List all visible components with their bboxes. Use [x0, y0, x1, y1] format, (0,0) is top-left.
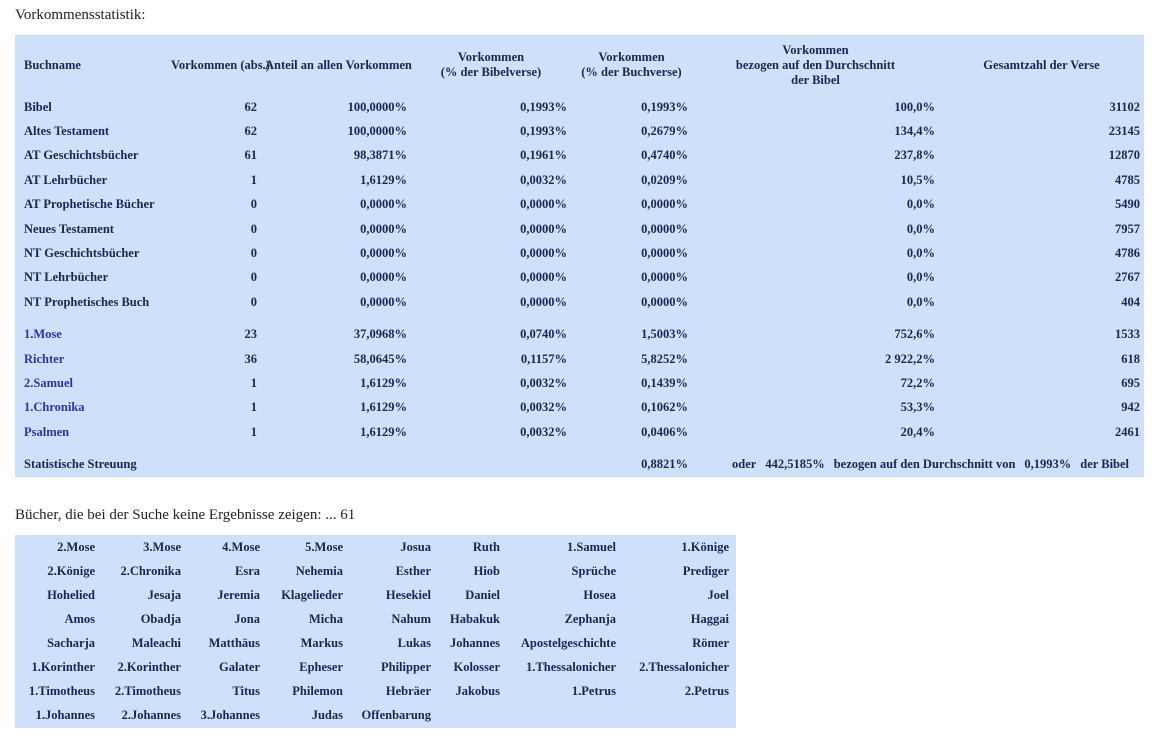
book-link[interactable]: Richter [24, 351, 65, 366]
cell-abs: 1 [250, 400, 257, 415]
book-grid-row [15, 656, 736, 680]
book-row [15, 420, 1144, 444]
col-header-gesamtzahl: Gesamtzahl der Verse [983, 57, 1100, 72]
cell-buch: 1,5003% [641, 327, 688, 342]
book-grid-row [15, 607, 736, 631]
no-result-book: Hosea [583, 587, 616, 602]
cell-durch: 0,0% [906, 221, 935, 236]
no-result-book: Jesaja [147, 587, 181, 602]
cell-bibel: 0,0032% [520, 400, 567, 415]
cell-abs: 1 [250, 375, 257, 390]
book-name-cell[interactable] [15, 347, 167, 371]
no-result-book: 1.Timotheus [28, 684, 95, 699]
cell-buch: 0,1993% [641, 99, 688, 114]
book-grid-row [15, 583, 736, 607]
book-row [15, 347, 1144, 371]
cell-buch: 0,0209% [641, 172, 688, 187]
cell-verse: 695 [1121, 375, 1140, 390]
no-result-book: 1.Petrus [571, 684, 616, 699]
cell-durch: 72,2% [900, 375, 935, 390]
no-result-book: Hebräer [385, 684, 431, 699]
cell-buch: 0,1062% [641, 400, 688, 415]
cell-durch: 10,5% [900, 172, 935, 187]
cell-durch: 237,8% [894, 148, 935, 163]
cell-durch: 0,0% [906, 197, 935, 212]
cell-verse: 23145 [1108, 124, 1140, 139]
no-results-heading: Bücher, die bei der Suche keine Ergebnisse zeigen: ... 61 [15, 507, 356, 523]
streuung-details [692, 453, 1144, 478]
cell-anteil: 98,3871% [353, 148, 407, 163]
book-grid-row [15, 632, 736, 656]
cell-verse: 2767 [1115, 270, 1140, 285]
col-header-durchschnitt-l3: der Bibel [791, 72, 840, 87]
cell-abs: 36 [244, 351, 257, 366]
stats-header-row [15, 35, 1144, 95]
cell-bibel: 0,0000% [520, 221, 567, 236]
book-link[interactable]: 1.Mose [24, 327, 62, 342]
col-header-durchschnitt-l2: bezogen auf den Durchschnitt [735, 57, 896, 72]
no-result-book: Hiob [473, 563, 500, 578]
col-header-vorkommen-abs: Vorkommen (abs.) [171, 57, 270, 72]
cell-anteil: 1,6129% [360, 375, 407, 390]
no-result-book: Jeremia [217, 587, 260, 602]
group-name-cell: Bibel [24, 99, 52, 114]
cell-durch: 752,6% [894, 327, 935, 342]
group-row [15, 217, 1144, 241]
streuung-bezogen: bezogen auf den Durchschnitt von [833, 457, 1016, 472]
book-name-cell[interactable] [15, 323, 167, 347]
no-result-book: Zephanja [564, 611, 616, 626]
stats-heading: Vorkommensstatistik: [15, 7, 146, 23]
cell-durch: 134,4% [894, 124, 935, 139]
book-name-cell[interactable] [15, 396, 167, 420]
streuung-oder: oder [732, 457, 757, 472]
cell-buch: 0,0000% [641, 245, 688, 260]
book-grid-row [15, 680, 736, 704]
cell-anteil: 0,0000% [360, 270, 407, 285]
cell-anteil: 0,0000% [360, 245, 407, 260]
no-result-book: Ruth [472, 539, 500, 554]
cell-bibel: 0,0032% [520, 375, 567, 390]
group-row [15, 168, 1144, 192]
no-result-book: Offenbarung [361, 708, 431, 723]
no-result-book [438, 704, 507, 728]
no-result-book: Lukas [397, 636, 431, 651]
no-result-book: Haggai [690, 611, 729, 626]
no-result-book: Josua [400, 539, 431, 554]
cell-durch: 0,0% [906, 270, 935, 285]
no-result-book: 1.Könige [681, 539, 729, 554]
group-row [15, 290, 1144, 314]
cell-buch: 5,8252% [641, 351, 688, 366]
no-result-book: 1.Samuel [567, 539, 616, 554]
cell-bibel: 0,0740% [520, 327, 567, 342]
no-result-book: Esra [235, 563, 260, 578]
book-row [15, 323, 1144, 347]
no-result-book: 2.Korinther [117, 660, 181, 675]
no-result-book: 3.Johannes [200, 708, 260, 723]
cell-durch: 0,0% [906, 294, 935, 309]
col-header-bibelverse [411, 35, 571, 95]
no-result-book: Hohelied [47, 587, 95, 602]
no-result-book: 4.Mose [222, 539, 260, 554]
no-result-book: 2.Chronika [120, 563, 181, 578]
cell-bibel: 0,1961% [520, 148, 567, 163]
cell-durch: 100,0% [894, 99, 935, 114]
no-result-book: Klagelieder [281, 587, 343, 602]
group-row [15, 266, 1144, 290]
cell-bibel: 0,0000% [520, 197, 567, 212]
cell-anteil: 0,0000% [360, 294, 407, 309]
col-header-buchverse [571, 35, 692, 95]
col-header-buchverse-l1: Vorkommen [598, 50, 665, 64]
book-row [15, 396, 1144, 420]
cell-abs: 0 [250, 245, 257, 260]
no-result-book: Markus [300, 636, 343, 651]
col-header-durchschnitt-l1: Vorkommen [782, 42, 849, 57]
cell-buch: 0,4740% [641, 148, 688, 163]
cell-buch: 0,0406% [641, 424, 688, 439]
cell-bibel: 0,1993% [520, 124, 567, 139]
col-header-durchschnitt [692, 35, 939, 95]
group-name-cell: Neues Testament [24, 221, 114, 236]
no-result-book: Hesekiel [385, 587, 431, 602]
no-result-book: Esther [395, 563, 431, 578]
cell-verse: 4785 [1115, 172, 1140, 187]
no-result-book: Joel [707, 587, 729, 602]
no-result-book: Kolosser [453, 660, 500, 675]
cell-durch: 2 922,2% [885, 351, 935, 366]
cell-verse: 12870 [1108, 148, 1140, 163]
book-link[interactable]: 2.Samuel [24, 375, 73, 390]
group-name-cell: NT Geschichtsbücher [24, 245, 140, 260]
stats-body [15, 95, 1144, 477]
no-result-book: Judas [311, 708, 343, 723]
spacer-row [15, 444, 1144, 452]
col-header-anteil: Anteil an allen Vorkommen [265, 57, 412, 72]
no-result-book: Amos [64, 611, 95, 626]
book-name-cell[interactable] [15, 371, 167, 395]
no-result-book: Philemon [292, 684, 343, 699]
cell-buch: 0,0000% [641, 270, 688, 285]
cell-bibel: 0,1157% [520, 351, 567, 366]
group-name-cell: Altes Testament [24, 124, 110, 139]
no-result-book: Jona [234, 611, 260, 626]
no-result-book: Nahum [391, 611, 431, 626]
cell-abs: 62 [244, 99, 257, 114]
col-header-buchname: Buchname [24, 57, 81, 72]
cell-buch: 0,0000% [641, 197, 688, 212]
group-row [15, 241, 1144, 265]
cell-verse: 5490 [1115, 197, 1140, 212]
cell-buch: 0,0000% [641, 294, 688, 309]
cell-verse: 1533 [1115, 327, 1140, 342]
cell-durch: 0,0% [906, 245, 935, 260]
no-result-book: Daniel [465, 587, 500, 602]
cell-verse: 942 [1121, 400, 1140, 415]
group-name-cell: NT Prophetisches Buch [24, 294, 150, 309]
cell-anteil: 100,0000% [347, 124, 407, 139]
group-name-cell: NT Lehrbücher [24, 270, 109, 285]
col-header-bibelverse-l1: Vorkommen [457, 50, 525, 64]
cell-abs: 61 [244, 148, 257, 163]
no-result-book: 3.Mose [143, 539, 181, 554]
no-result-book: Habakuk [449, 611, 500, 626]
no-result-book: Epheser [299, 660, 343, 675]
no-result-book: Nehemia [295, 563, 343, 578]
cell-anteil: 0,0000% [360, 221, 407, 236]
cell-bibel: 0,1993% [520, 99, 567, 114]
no-result-books-table [15, 535, 736, 728]
cell-verse: 7957 [1115, 221, 1140, 236]
no-result-book: Maleachi [131, 636, 181, 651]
cell-anteil: 37,0968% [353, 327, 407, 342]
cell-bibel: 0,0000% [520, 294, 567, 309]
cell-abs: 62 [244, 124, 257, 139]
group-row [15, 119, 1144, 143]
no-result-book: 5.Mose [305, 539, 343, 554]
cell-abs: 1 [250, 424, 257, 439]
book-grid-row [15, 535, 736, 559]
cell-abs: 0 [250, 270, 257, 285]
cell-anteil: 0,0000% [360, 197, 407, 212]
no-result-book: Philipper [380, 660, 431, 675]
streuung-der-bibel: der Bibel [1080, 457, 1130, 472]
spacer-cell [15, 314, 1144, 322]
no-result-book: 1.Korinther [31, 660, 95, 675]
cell-abs: 0 [250, 294, 257, 309]
no-result-book: 1.Johannes [35, 708, 95, 723]
no-result-book: Johannes [449, 636, 500, 651]
no-result-book: Titus [232, 684, 260, 699]
cell-verse: 404 [1121, 294, 1140, 309]
book-link[interactable]: Psalmen [24, 424, 70, 439]
no-result-book: 2.Thessalonicher [639, 660, 729, 675]
no-result-book: Sprüche [571, 563, 616, 578]
no-result-books-body [15, 535, 736, 728]
cell-verse: 4786 [1115, 245, 1140, 260]
streuung-row [15, 453, 1144, 478]
book-grid-row [15, 559, 736, 583]
no-result-book: Matthäus [208, 636, 260, 651]
cell-bibel: 0,0000% [520, 270, 567, 285]
no-result-book: Apostelgeschichte [520, 636, 616, 651]
book-name-cell[interactable] [15, 420, 167, 444]
cell-anteil: 100,0000% [347, 99, 407, 114]
streuung-avg: 0,1993% [1024, 457, 1072, 472]
cell-anteil: 1,6129% [360, 424, 407, 439]
cell-bibel: 0,0032% [520, 424, 567, 439]
book-grid-row [15, 704, 736, 728]
no-result-book: Obadja [140, 611, 181, 626]
no-result-book: 2.Timotheus [114, 684, 181, 699]
streuung-value: 0,8821% [641, 457, 688, 472]
cell-durch: 53,3% [900, 400, 935, 415]
no-result-book: Galater [219, 660, 260, 675]
cell-verse: 618 [1121, 351, 1140, 366]
no-result-book: Micha [308, 611, 343, 626]
no-result-book: Sacharja [47, 636, 95, 651]
spacer-row [15, 314, 1144, 322]
no-result-book [623, 704, 736, 728]
cell-bibel: 0,0032% [520, 172, 567, 187]
col-header-buchverse-l2: (% der Buchverse) [581, 65, 682, 79]
col-header-bibelverse-l2: (% der Bibelverse) [440, 65, 542, 79]
no-result-book: Römer [692, 636, 729, 651]
book-row [15, 371, 1144, 395]
group-name-cell: AT Prophetische Bücher [24, 197, 155, 212]
cell-durch: 20,4% [900, 424, 935, 439]
cell-anteil: 1,6129% [360, 172, 407, 187]
cell-buch: 0,2679% [641, 124, 688, 139]
group-name-cell: AT Lehrbücher [24, 172, 108, 187]
cell-abs: 0 [250, 197, 257, 212]
group-row [15, 144, 1144, 168]
occurrence-statistics-table [15, 35, 1144, 477]
no-result-book [507, 704, 623, 728]
cell-verse: 2461 [1115, 424, 1140, 439]
cell-abs: 23 [244, 327, 257, 342]
no-result-book: 2.Mose [57, 539, 95, 554]
group-name-cell: AT Geschichtsbücher [24, 148, 139, 163]
cell-verse: 31102 [1109, 99, 1140, 114]
cell-bibel: 0,0000% [520, 245, 567, 260]
streuung-percent: 442,5185% [765, 457, 825, 472]
cell-buch: 0,0000% [641, 221, 688, 236]
group-row [15, 193, 1144, 217]
cell-anteil: 58,0645% [353, 351, 407, 366]
no-result-book: 2.Petrus [684, 684, 729, 699]
cell-anteil: 1,6129% [360, 400, 407, 415]
streuung-label: Statistische Streuung [24, 457, 137, 472]
no-result-book: Jakobus [455, 684, 500, 699]
book-link[interactable]: 1.Chronika [24, 400, 85, 415]
cell-abs: 0 [250, 221, 257, 236]
cell-abs: 1 [250, 172, 257, 187]
no-result-book: 2.Könige [47, 563, 95, 578]
no-result-book: 1.Thessalonicher [526, 660, 616, 675]
spacer-cell [15, 444, 1144, 452]
group-row [15, 95, 1144, 119]
no-result-book: 2.Johannes [121, 708, 181, 723]
cell-buch: 0,1439% [641, 375, 688, 390]
no-result-book: Prediger [682, 563, 729, 578]
